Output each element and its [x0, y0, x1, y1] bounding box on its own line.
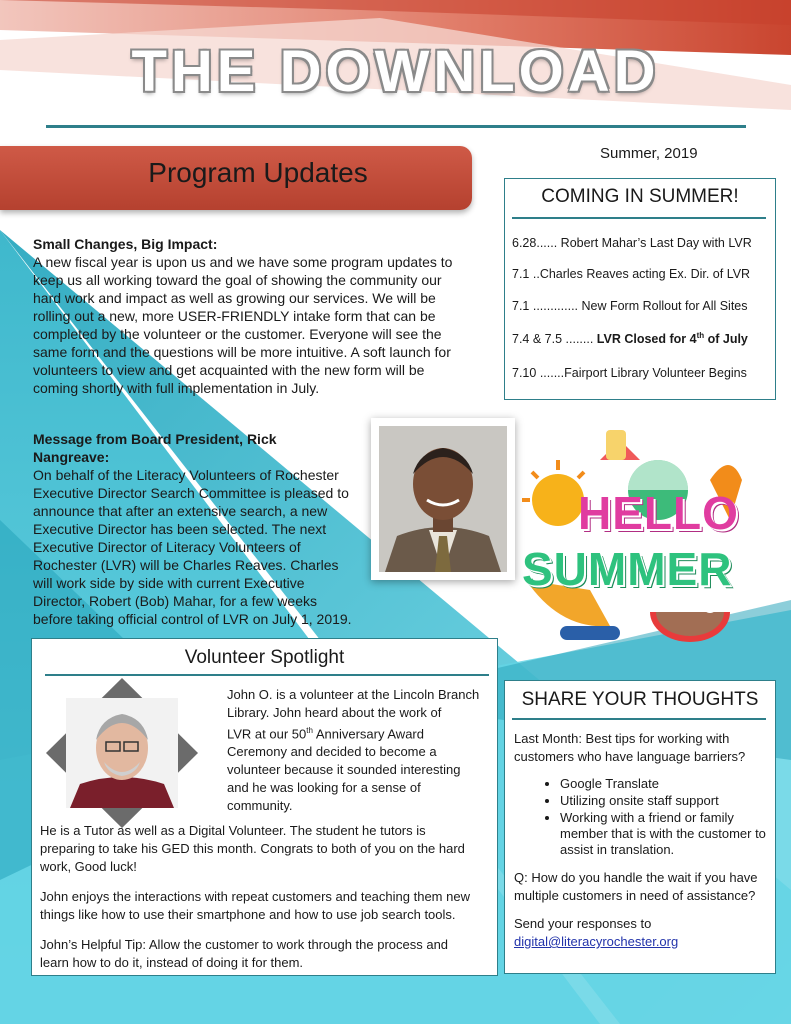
- spotlight-line: John enjoys the interactions with repeat customers and teaching them new: [40, 889, 470, 904]
- panel-divider: [512, 217, 766, 219]
- schedule-text: Charles Reaves acting Ex. Dir. of LVR: [539, 267, 751, 281]
- article-board-president: [33, 430, 373, 628]
- hello-summer-graphic: [520, 430, 752, 650]
- spotlight-line: volunteer because it sounded interesting: [227, 762, 461, 778]
- coming-in-summer-title: COMING IN SUMMER!: [541, 186, 739, 207]
- panel-divider: [512, 718, 766, 720]
- hello-word: HELLO: [578, 487, 739, 539]
- share-line: multiple customers in need of assistance?: [514, 888, 756, 903]
- spotlight-body: [40, 822, 492, 972]
- tip-item: • Google Translate: [560, 776, 770, 792]
- schedule-item: [512, 331, 774, 346]
- schedule-item: [512, 366, 774, 380]
- article-line: same form and the questions will be more intuitive. A soft launch for: [33, 344, 451, 360]
- schedule-item: [512, 267, 774, 281]
- schedule-date: 7.1: [512, 267, 530, 281]
- schedule-item: [512, 236, 774, 250]
- schedule-date: 6.28: [512, 236, 537, 250]
- tips-list: [514, 776, 770, 858]
- article-small-changes: [33, 235, 493, 397]
- executive-director-photo: [371, 418, 515, 580]
- share-line: Last Month: Best tips for working with: [514, 731, 730, 746]
- spotlight-line: preparing to take his GED this month. Congrats to both of you on the hard: [40, 841, 465, 856]
- share-content: [514, 730, 770, 951]
- program-updates-heading: Program Updates: [148, 157, 368, 188]
- spotlight-text: LVR at our 50: [227, 726, 307, 742]
- spotlight-line: and he was looking for a sense of: [227, 780, 421, 796]
- schedule-text: New Form Rollout for All Sites: [581, 299, 748, 313]
- email-link[interactable]: digital@literacyrochester.org: [514, 934, 679, 949]
- volunteer-portrait-illustration: [46, 678, 226, 828]
- volunteer-spotlight-title: Volunteer Spotlight: [184, 647, 345, 668]
- masthead-title: THE DOWNLOAD: [131, 39, 660, 104]
- article-line: Director, Robert (Bob) Mahar, for a few weeks: [33, 593, 317, 609]
- spotlight-superscript: th: [306, 726, 313, 735]
- spotlight-text: Anniversary Award: [312, 726, 424, 742]
- article-line: will work side by side with current Executive: [33, 575, 305, 591]
- spotlight-line: learn how to do it, instead of doing it for them.: [40, 955, 304, 970]
- schedule-leader: ......: [536, 236, 558, 250]
- article-line: Executive Director Search Committee is pleased to: [33, 485, 349, 501]
- article-line: announce that after an extensive search, a new: [33, 503, 328, 519]
- article-line: rolling out a new, more USER-FRIENDLY intake form that can be: [33, 308, 436, 324]
- schedule-leader: .............: [529, 299, 582, 313]
- schedule-text: Robert Mahar’s Last Day with LVR: [560, 236, 752, 250]
- schedule-item: [512, 299, 774, 313]
- masthead-divider: [46, 125, 746, 128]
- panel-divider: [45, 674, 489, 676]
- send-label: Send your responses to: [514, 916, 652, 931]
- article-line: hard work and impact as well as growing our services. We will be: [33, 290, 436, 306]
- tip-item: • Working with a friend or family member that is with the customer to assist in translation.: [560, 810, 770, 858]
- article-title: Message from Board President, Rick: [33, 431, 277, 447]
- article-line: Executive Director of Literacy Volunteers of: [33, 539, 301, 555]
- schedule-leader: ........: [562, 332, 597, 347]
- schedule-text: Fairport Library Volunteer Begins: [564, 366, 747, 380]
- share-line: Q: How do you handle the wait if you have: [514, 870, 758, 885]
- article-line: keep us all working toward the goal of showing the community our: [33, 272, 442, 288]
- schedule-text-end: of July: [704, 332, 748, 347]
- spotlight-line: work, Good luck!: [40, 859, 137, 874]
- schedule-date: 7.1: [512, 299, 530, 313]
- summer-word: SUMMER: [522, 543, 733, 595]
- issue-date: Summer, 2019: [600, 145, 698, 162]
- schedule-superscript: th: [696, 331, 705, 340]
- spotlight-line: Ceremony and decided to become a: [227, 744, 437, 760]
- spotlight-line: Library. John heard about the work of: [227, 705, 442, 720]
- spotlight-line: [227, 722, 492, 743]
- article-line: On behalf of the Literacy Volunteers of Rochester: [33, 467, 339, 483]
- schedule-text: LVR Closed for 4: [596, 332, 697, 347]
- summer-illustration: [520, 430, 752, 650]
- article-line: before taking official control of LVR on July 1, 2019.: [33, 611, 352, 627]
- volunteer-photo: [46, 678, 226, 828]
- article-line: volunteers to view and get acquainted with the new form will be: [33, 362, 425, 378]
- spotlight-line: He is a Tutor as well as a Digital Volunteer. The student he tutors is: [40, 823, 426, 838]
- article-line: A new fiscal year is upon us and we have some program updates to: [33, 254, 453, 270]
- share-line: customers who have language barriers?: [514, 749, 746, 764]
- share-your-thoughts-title: SHARE YOUR THOUGHTS: [521, 689, 759, 710]
- tip-item: • Utilizing onsite staff support: [560, 793, 770, 809]
- schedule-date: 7.4 & 7.5: [512, 332, 563, 347]
- article-line: completed by the volunteer or the customer. Everyone will see the: [33, 326, 442, 342]
- schedule-leader: ..: [529, 267, 540, 281]
- article-title-cont: Nangreave:: [33, 449, 110, 465]
- schedule-date: 7.10: [512, 366, 537, 380]
- article-line: coming shortly with full implementation in July.: [33, 380, 320, 396]
- spotlight-intro: [227, 686, 492, 815]
- spotlight-line: John O. is a volunteer at the Lincoln Branch: [227, 687, 480, 702]
- article-line: Executive Director has been selected. The next: [33, 521, 327, 537]
- spotlight-line: community.: [227, 798, 293, 814]
- spotlight-line: John’s Helpful Tip: Allow the customer to work through the process and: [40, 937, 449, 952]
- portrait-illustration: [371, 418, 515, 580]
- article-title: Small Changes, Big Impact:: [33, 236, 218, 252]
- article-line: Rochester (LVR) will be Charles Reaves. Charles: [33, 557, 339, 573]
- schedule-leader: .......: [536, 366, 565, 380]
- spotlight-line: things like how to use their smartphone and how to use job search tools.: [40, 907, 456, 922]
